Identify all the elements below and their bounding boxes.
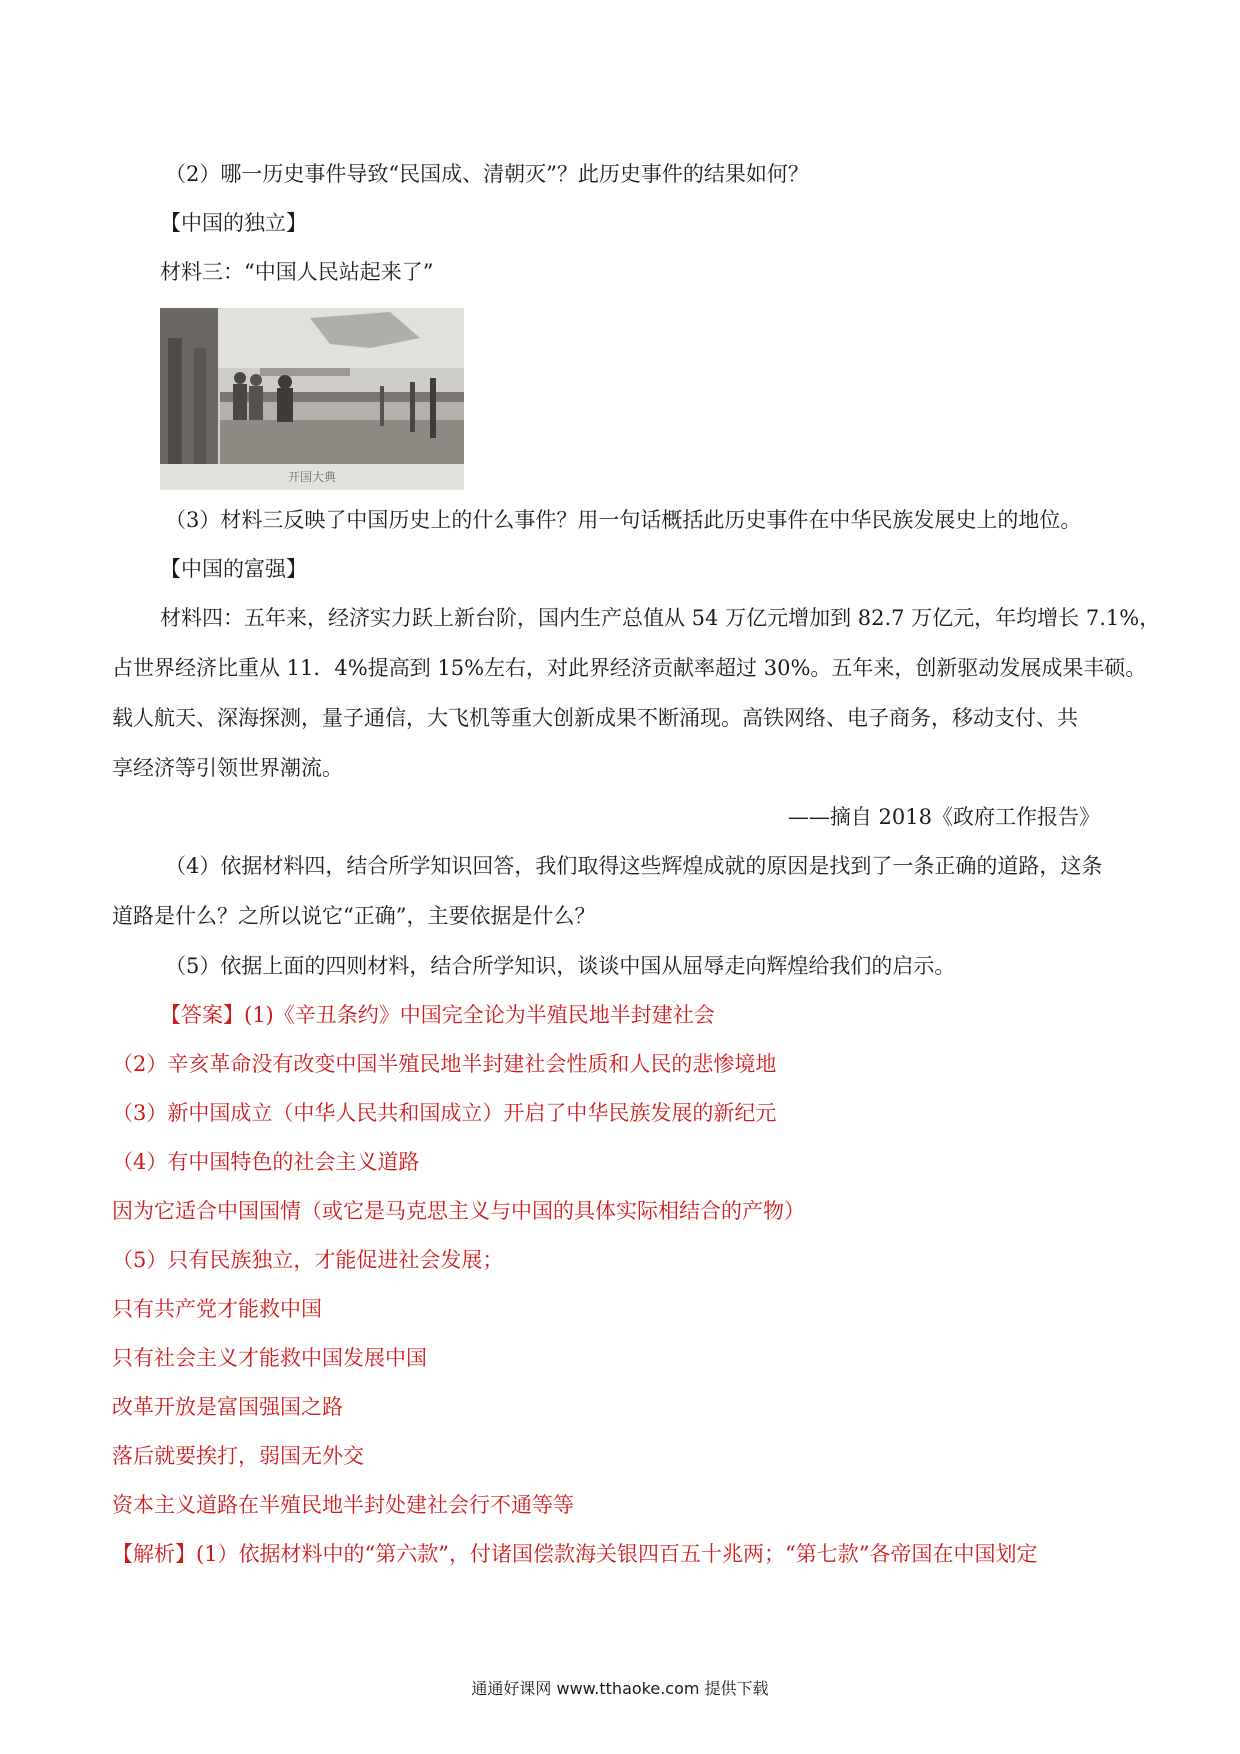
answer-2: （2）辛亥革命没有改变中国半殖民地半封建社会性质和人民的悲惨境地 bbox=[112, 1052, 777, 1076]
question-4-line: （4）依据材料四，结合所学知识回答，我们取得这些辉煌成就的原因是找到了一条正确的道路，这条 bbox=[165, 854, 1103, 878]
answer-5-item: 改革开放是富国强国之路 bbox=[112, 1395, 343, 1419]
answer-5: （5）只有民族独立，才能促进社会发展； bbox=[112, 1248, 504, 1272]
question-5: （5）依据上面的四则材料，结合所学知识，谈谈中国从屈辱走向辉煌给我们的启示。 bbox=[165, 954, 956, 978]
answer-4-reason: 因为它适合中国国情（或它是马克思主义与中国的具体实际相结合的产物） bbox=[112, 1199, 805, 1223]
photo-caption: 开国大典 bbox=[160, 464, 464, 490]
material-4-line: 材料四：五年来，经济实力跃上新台阶，国内生产总值从 54 万亿元增加到 82.7 万亿元，年均增长 7.1%， bbox=[160, 606, 1161, 630]
material-3-heading: 材料三：“中国人民站起来了” bbox=[160, 260, 434, 284]
answer-4: （4）有中国特色的社会主义道路 bbox=[112, 1150, 420, 1174]
analysis-line bbox=[112, 1540, 1038, 1568]
question-4-line: 道路是什么？之所以说它“正确”，主要依据是什么？ bbox=[112, 904, 596, 928]
answer-1: 【答案】(1)《辛丑条约》中国完全论为半殖民地半封建社会 bbox=[160, 1003, 715, 1027]
answer-5-item: 只有共产党才能救中国 bbox=[112, 1297, 322, 1321]
question-2: （2）哪一历史事件导致“民国成、清朝灭”？此历史事件的结果如何？ bbox=[165, 162, 809, 186]
analysis-text: (1）依据材料中的“第六款”，付诸国偿款海关银四百五十兆两；“第七款”各帝国在中国划定 bbox=[196, 1542, 1038, 1566]
material-4-line: 载人航天、深海探测，量子通信，大飞机等重大创新成果不断涌现。高铁网络、电子商务，移动支付、共 bbox=[112, 706, 1078, 730]
answer-5-item: 资本主义道路在半殖民地半封处建社会行不通等等 bbox=[112, 1493, 574, 1517]
answer-5-item: 落后就要挨打，弱国无外交 bbox=[112, 1444, 364, 1468]
founding-ceremony-photo bbox=[160, 308, 464, 490]
question-3: （3）材料三反映了中国历史上的什么事件？用一句话概括此历史事件在中华民族发展史上的地位。 bbox=[165, 508, 1082, 532]
section-heading-prosperity: 【中国的富强】 bbox=[160, 557, 307, 581]
answer-5-item: 只有社会主义才能救中国发展中国 bbox=[112, 1346, 427, 1370]
analysis-label: 【解析】 bbox=[112, 1542, 196, 1566]
material-4-line: 占世界经济比重从 11．4%提高到 15%左右，对此界经济贡献率超过 30%。五年来，创新驱动发展成果丰硕。 bbox=[112, 656, 1147, 680]
material-4-source: ——摘自 2018《政府工作报告》 bbox=[787, 805, 1100, 829]
material-4-line: 享经济等引领世界潮流。 bbox=[112, 756, 343, 780]
answer-3: （3）新中国成立（中华人民共和国成立）开启了中华民族发展的新纪元 bbox=[112, 1101, 777, 1125]
section-heading-independence: 【中国的独立】 bbox=[160, 211, 307, 235]
page-footer: 通通好课网 www.tthaoke.com 提供下载 bbox=[471, 1679, 769, 1698]
